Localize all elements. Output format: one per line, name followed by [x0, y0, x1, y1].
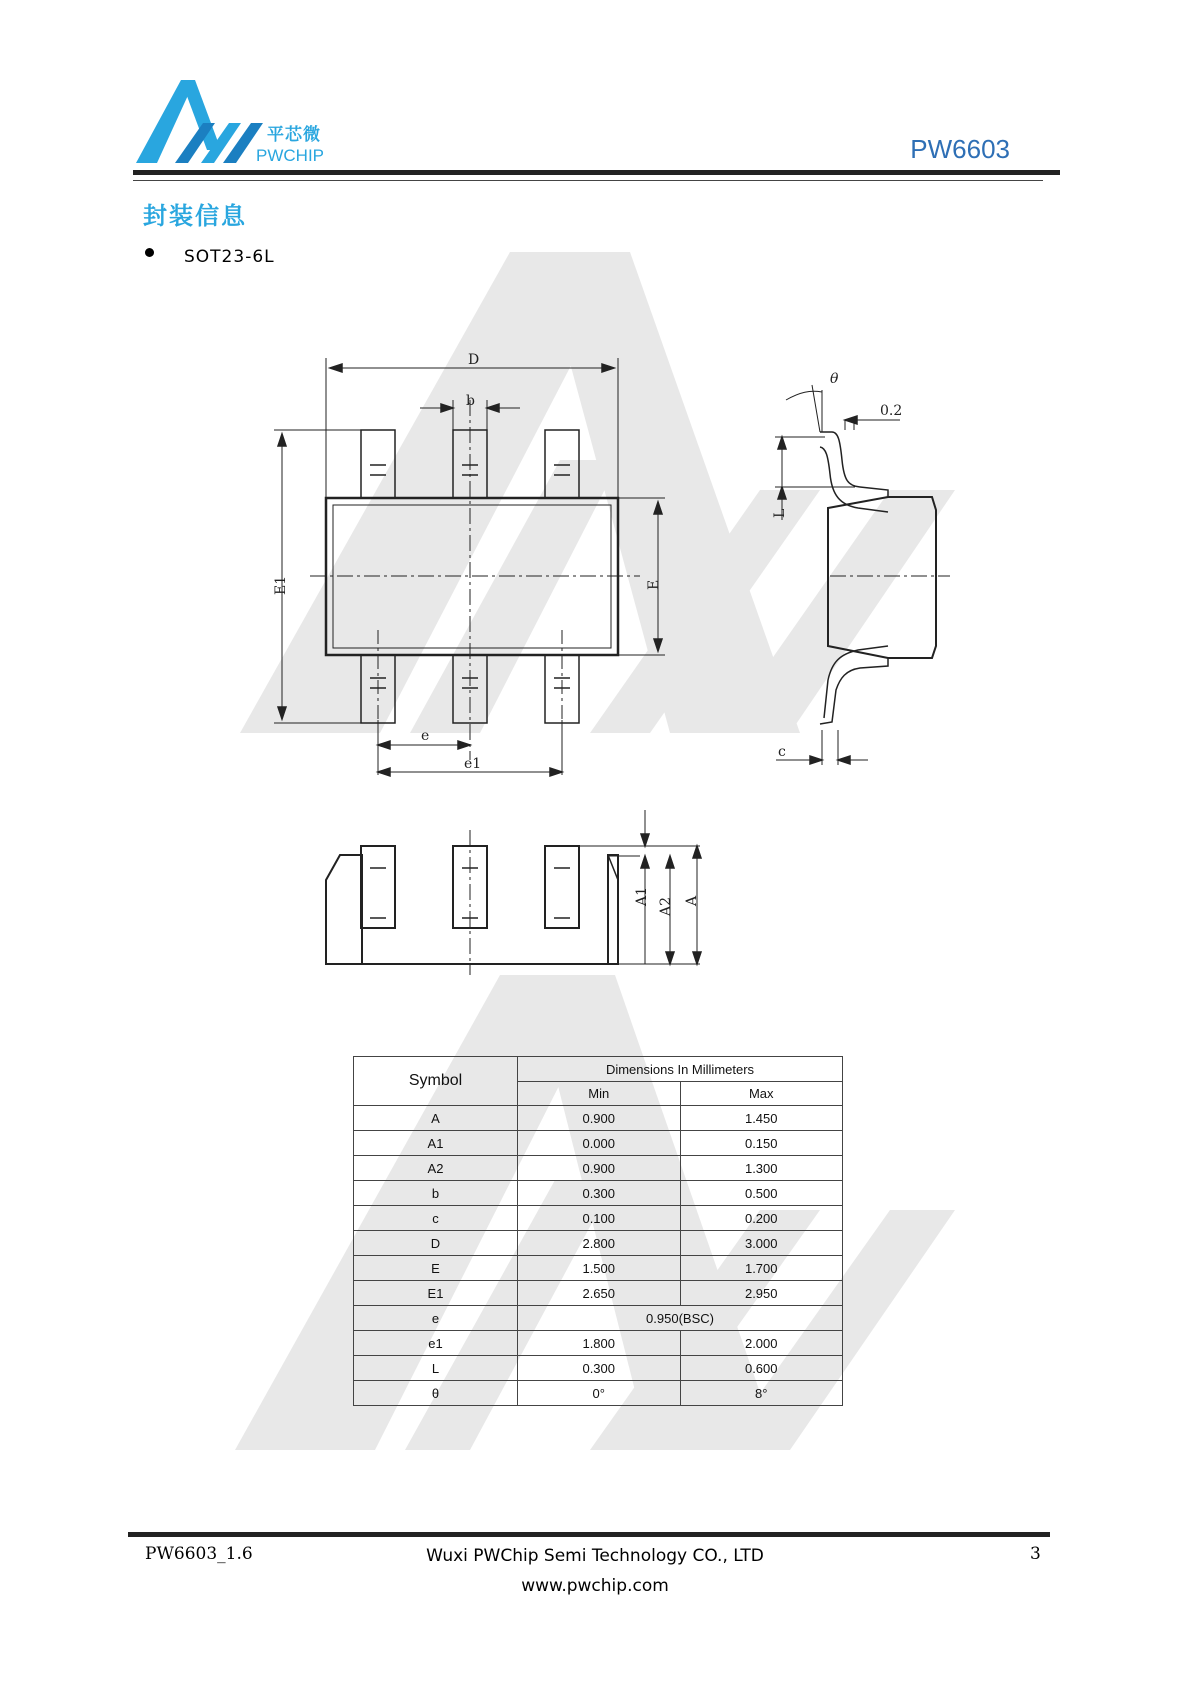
cell-symbol: b [354, 1181, 518, 1206]
cell-symbol: A [354, 1106, 518, 1131]
cell-symbol: e1 [354, 1331, 518, 1356]
dim-label-theta: θ [830, 371, 839, 387]
cell-max: 1.300 [680, 1156, 843, 1181]
cell-max: 1.450 [680, 1106, 843, 1131]
table-row [354, 1281, 843, 1306]
cell-min: 1.800 [518, 1331, 681, 1356]
cell-min: 2.650 [518, 1281, 681, 1306]
table-row [354, 1106, 843, 1131]
cell-symbol: D [354, 1231, 518, 1256]
cell-min: 0.000 [518, 1131, 681, 1156]
cell-min: 2.800 [518, 1231, 681, 1256]
cell-symbol: A2 [354, 1156, 518, 1181]
package-name: SOT23-6L [184, 247, 275, 267]
dim-label-E: E [646, 579, 662, 590]
cell-max: 0.150 [680, 1131, 843, 1156]
dimensions-table [353, 1056, 843, 1406]
cell-span: 0.950(BSC) [518, 1306, 843, 1331]
dimensions-group-header: Dimensions In Millimeters [518, 1057, 843, 1082]
cell-min: 0.300 [518, 1356, 681, 1381]
cell-symbol: E1 [354, 1281, 518, 1306]
cell-min: 0.300 [518, 1181, 681, 1206]
dim-label-D: D [468, 352, 480, 368]
cell-max: 0.500 [680, 1181, 843, 1206]
symbol-header: Symbol [354, 1057, 518, 1106]
dim-label-A: A [684, 895, 700, 906]
table-row [354, 1381, 843, 1406]
cell-symbol: θ [354, 1381, 518, 1406]
table-row [354, 1331, 843, 1356]
cell-max: 3.000 [680, 1231, 843, 1256]
dim-label-b: b [466, 393, 475, 409]
logo-chinese-name: 平芯微 [267, 125, 321, 145]
page-number: 3 [1030, 1544, 1041, 1564]
cell-symbol: A1 [354, 1131, 518, 1156]
cell-min: 0° [518, 1381, 681, 1406]
top-view [274, 358, 665, 776]
cell-max: 2.000 [680, 1331, 843, 1356]
table-row [354, 1306, 843, 1331]
document-version: PW6603_1.6 [145, 1544, 253, 1564]
cell-min: 1.500 [518, 1256, 681, 1281]
side-view [775, 385, 950, 765]
dim-label-A2: A2 [658, 896, 674, 916]
logo-english-name: PWCHIP [256, 146, 324, 165]
cell-max: 1.700 [680, 1256, 843, 1281]
max-header: Max [680, 1082, 843, 1106]
document-title: PW6603 [910, 134, 1010, 164]
table-row [354, 1156, 843, 1181]
table-row [354, 1131, 843, 1156]
cell-min: 0.100 [518, 1206, 681, 1231]
table-row [354, 1256, 843, 1281]
cell-max: 0.200 [680, 1206, 843, 1231]
cell-min: 0.900 [518, 1106, 681, 1131]
cell-max: 0.600 [680, 1356, 843, 1381]
company-website: www.pwchip.com [521, 1576, 669, 1596]
section-title: 封装信息 [143, 202, 247, 230]
cell-max: 2.950 [680, 1281, 843, 1306]
table-row [354, 1231, 843, 1256]
cell-symbol: L [354, 1356, 518, 1381]
table-row [354, 1206, 843, 1231]
min-header: Min [518, 1082, 681, 1106]
company-name: Wuxi PWChip Semi Technology CO., LTD [426, 1546, 764, 1566]
dim-label-0-2: 0.2 [880, 403, 903, 419]
dim-label-E1: E1 [273, 575, 289, 595]
dim-label-e1: e1 [464, 756, 482, 772]
cell-min: 0.900 [518, 1156, 681, 1181]
cell-symbol: c [354, 1206, 518, 1231]
dim-label-c: c [778, 744, 786, 760]
dim-label-e: e [421, 728, 430, 744]
dim-label-L: L [772, 508, 788, 518]
table-row [354, 1356, 843, 1381]
cell-symbol: E [354, 1256, 518, 1281]
dim-label-A1: A1 [634, 886, 650, 906]
cell-max: 8° [680, 1381, 843, 1406]
cell-symbol: e [354, 1306, 518, 1331]
footer-rule [128, 1532, 1050, 1537]
table-row [354, 1181, 843, 1206]
